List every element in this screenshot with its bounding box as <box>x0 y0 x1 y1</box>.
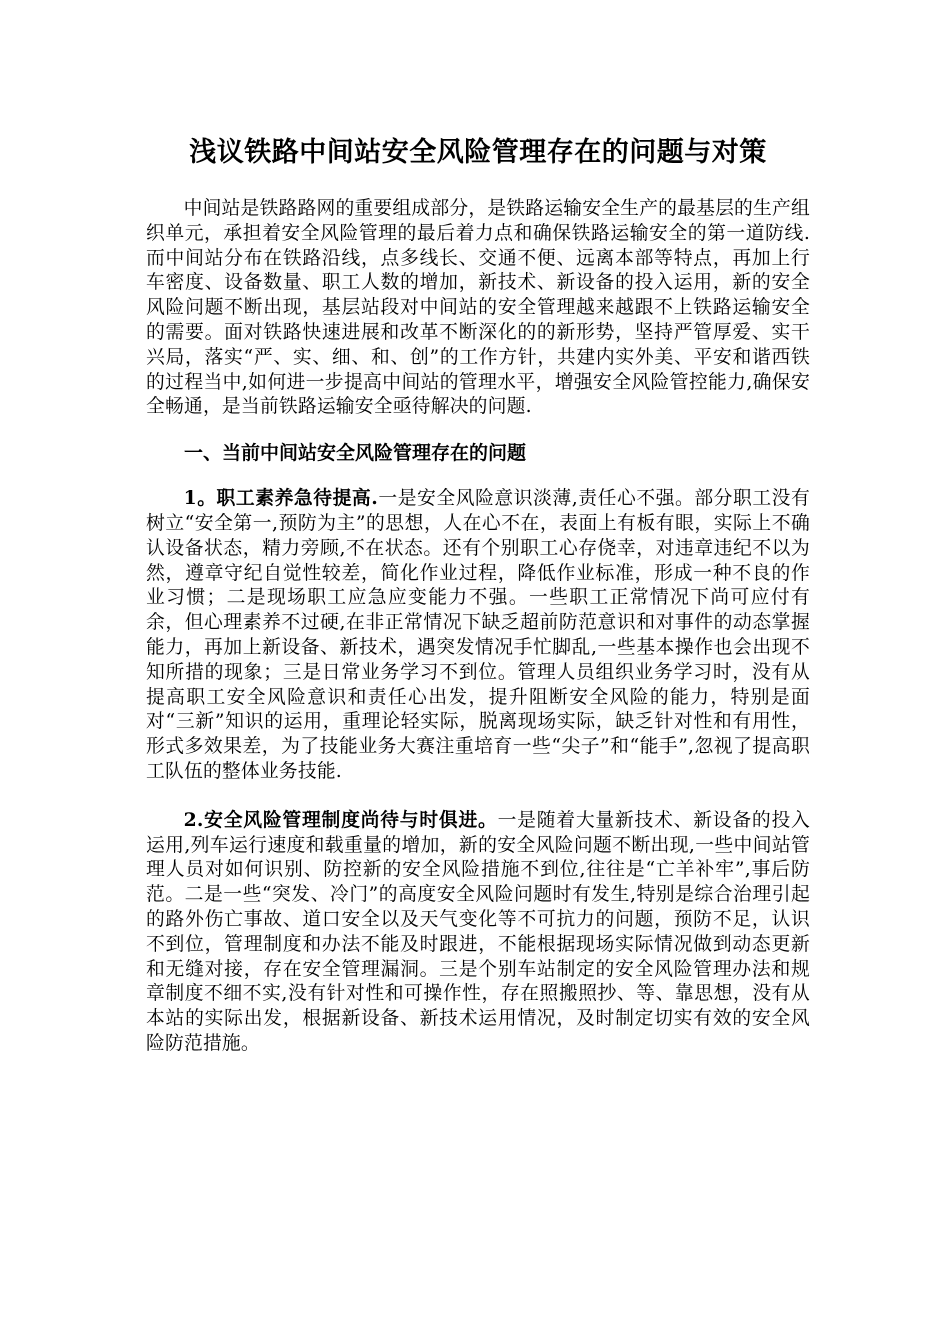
intro-paragraph: 中间站是铁路路网的重要组成部分，是铁路运输安全生产的最基层的生产组织单元，承担着安全风险管理的最后着力点和确保铁路运输安全的第一道防线.而中间站分布在铁路沿线，点多线长、交通不便、远离本部等特点，再加上行车密度、设备数量、职工人数的增加，新技术、新设备的投入运用，新的安全风险问题不断出现，基层站段对中间站的安全管理越来越跟不上铁路运输安全的需要。面对铁路快速进展和改革不断深化的的新形势，坚持严管厚爱、实干兴局，落实“严、实、细、和、创”的工作方针，共建内实外美、平安和谐西铁的过程当中,如何进一步提高中间站的管理水平，增强安全风险管控能力,确保安全畅通，是当前铁路运输安全亟待解决的问题. <box>146 198 810 418</box>
section-heading: 一、当前中间站安全风险管理存在的问题 <box>184 442 527 465</box>
document-title: 浅议铁路中间站安全风险管理存在的问题与对策 <box>189 137 767 168</box>
item-2-paragraph <box>146 808 810 1057</box>
document-page <box>146 0 810 1057</box>
item-2-body: 一是随着大量新技术、新设备的投入运用,列车运行速度和载重量的增加，新的安全风险问题不断出现,一些中间站管理人员对如何识别、防控新的安全风险措施不到位,往往是“亡羊补牢”,事后防范。二是一些“突发、冷门”的高度安全风险问题时有发生,特别是综合治理引起的路外伤亡事故、道口安全以及天气变化等不可抗力的问题，预防不足，认识不到位，管理制度和办法不能及时跟进，不能根据现场实际情况做到动态更新和无缝对接，存在安全管理漏洞。三是个别车站制定的安全风险管理办法和规章制度不细不实,没有针对性和可操作性，存在照搬照抄、等、靠思想，没有从本站的实际出发，根据新设备、新技术运用情况，及时制定切实有效的安全风险防范措施。 <box>146 809 810 1054</box>
item-1-body: 一是安全风险意识淡薄,责任心不强。部分职工没有树立“安全第一,预防为主”的思想，人在心不在，表面上有板有眼，实际上不确认设备状态，精力旁顾,不在状态。还有个别职工心存侥幸，对违章违纪不以为然，遵章守纪自觉性较差，简化作业过程，降低作业标准，形成一种不良的作业习惯；二是现场职工应急应变能力不强。一些职工正常情况下尚可应付有余，但心理素养不过硬,在非正常情况下缺乏超前防范意识和对事件的动态掌握能力，再加上新设备、新技术，遇突发情况手忙脚乱,一些基本操作也会出现不知所措的现象；三是日常业务学习不到位。管理人员组织业务学习时，没有从提高职工安全风险意识和责任心出发，提升阻断安全风险的能力，特别是面对“三新”知识的运用，重理论轻实际，脱离现场实际，缺乏针对性和有用性，形式多效果差，为了技能业务大赛注重培育一些“尖子”和“能手”,忽视了提高职工队伍的整体业务技能. <box>146 488 810 782</box>
item-1-paragraph <box>146 486 810 785</box>
item-1-lead: 1。职工素养急待提高. <box>183 487 379 510</box>
item-2-lead: 2.安全风险管理制度尚待与时俱进。 <box>183 808 498 831</box>
